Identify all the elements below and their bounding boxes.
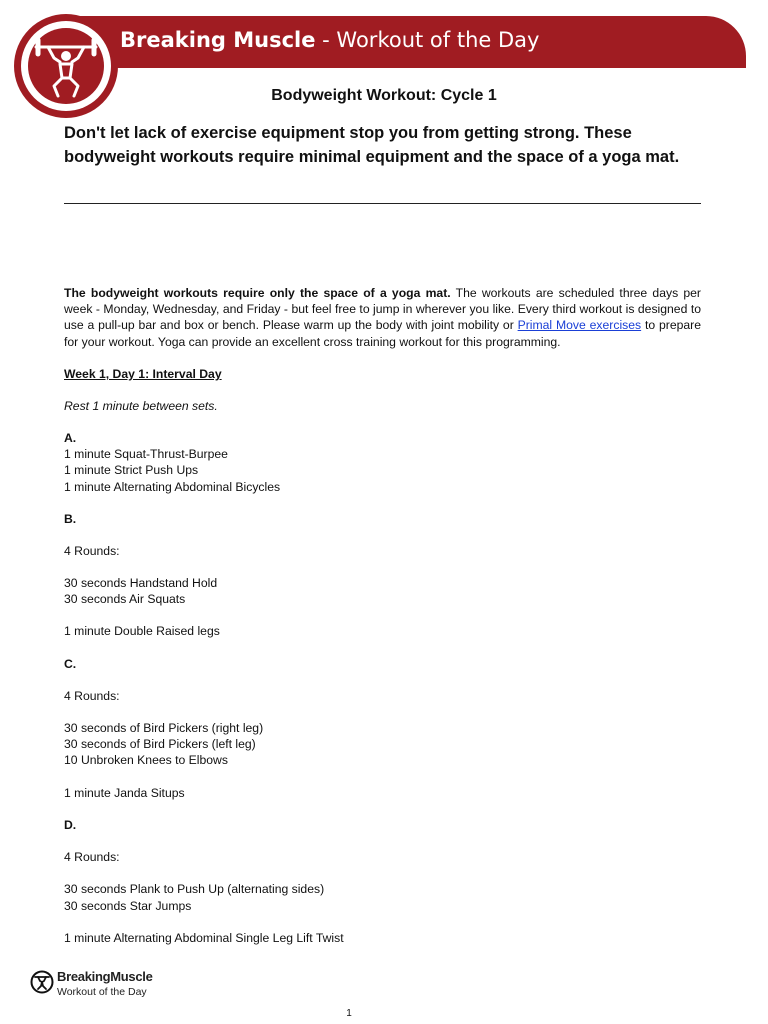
intro-paragraph bbox=[64, 285, 701, 350]
exercise-line: 30 seconds of Bird Pickers (right leg) bbox=[64, 721, 264, 735]
exercise-line: 1 minute Squat-Thrust-Burpee bbox=[64, 447, 228, 461]
day-heading: Week 1, Day 1: Interval Day bbox=[64, 367, 222, 381]
header-title bbox=[120, 28, 539, 52]
exercise-line: 30 seconds Plank to Push Up (alternating sides) bbox=[64, 882, 325, 896]
exercise-line: 30 seconds Handstand Hold bbox=[64, 576, 218, 590]
rounds-label: 4 Rounds: bbox=[64, 689, 120, 703]
exercise-line: 1 minute Alternating Abdominal Bicycles bbox=[64, 480, 281, 494]
lead-paragraph: Don't let lack of exercise equipment stop you from getting strong. These bodyweight workouts require minimal equipment and the space of a yoga mat. bbox=[64, 124, 680, 166]
section-a-label: A. bbox=[64, 431, 77, 445]
exercise-line: 30 seconds Air Squats bbox=[64, 592, 186, 606]
footer-brand: BreakingMuscle bbox=[57, 969, 153, 984]
exercise-line: 1 minute Double Raised legs bbox=[64, 624, 220, 638]
title-separator: - bbox=[315, 28, 337, 52]
intro-bold-text: The bodyweight workouts require only the space of a yoga mat. bbox=[64, 286, 451, 300]
intro-text-end: to prepare for your workout. Yoga can provide an excellent cross training workout for this programming. bbox=[64, 318, 701, 349]
primal-move-link[interactable]: Primal Move exercises bbox=[517, 318, 642, 333]
rounds-label: 4 Rounds: bbox=[64, 544, 120, 558]
document-title: Bodyweight Workout: Cycle 1 bbox=[271, 87, 497, 104]
divider bbox=[64, 203, 701, 204]
brand-name: Breaking Muscle bbox=[120, 28, 316, 52]
exercise-line: 30 seconds of Bird Pickers (left leg) bbox=[64, 737, 256, 751]
rounds-label: 4 Rounds: bbox=[64, 850, 120, 864]
section-b-label: B. bbox=[64, 512, 77, 526]
footer-logo-icon bbox=[30, 970, 54, 999]
exercise-line: 30 seconds Star Jumps bbox=[64, 899, 192, 913]
header-subtitle: Workout of the Day bbox=[336, 28, 540, 52]
section-d-label: D. bbox=[64, 818, 77, 832]
exercise-line: 1 minute Alternating Abdominal Single Leg Lift Twist bbox=[64, 931, 344, 945]
intro-text: The workouts are scheduled three days per week - Monday, Wednesday, and Friday - but feel free to jump in wherever you like. Every third workout is designed to use a pull-up bar and box or bench. Please warm up the body with joint mobility or bbox=[64, 286, 701, 333]
exercise-line: 1 minute Strict Push Ups bbox=[64, 463, 199, 477]
page-number: 1 bbox=[346, 1008, 352, 1019]
section-c-label: C. bbox=[64, 657, 77, 671]
footer-subtitle: Workout of the Day bbox=[57, 986, 147, 998]
exercise-line: 1 minute Janda Situps bbox=[64, 786, 185, 800]
rest-note: Rest 1 minute between sets. bbox=[64, 399, 218, 413]
header-banner bbox=[62, 16, 746, 68]
exercise-line: 10 Unbroken Knees to Elbows bbox=[64, 753, 228, 767]
